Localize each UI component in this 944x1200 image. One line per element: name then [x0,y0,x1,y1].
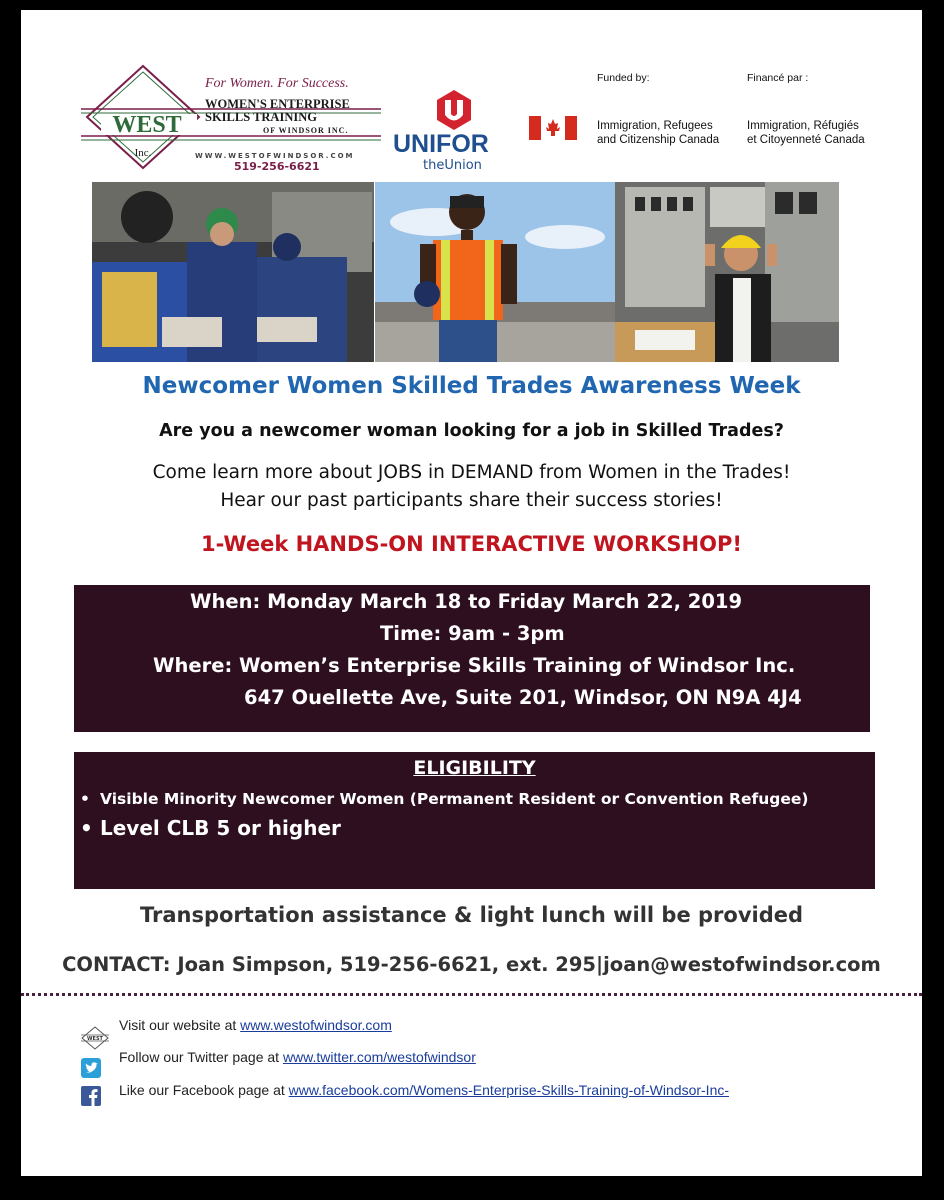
website-line [119,1017,392,1033]
funded-by-label: Funded by: [597,72,650,84]
unifor-name: UNIFOR [393,130,489,158]
eligibility-item-text: Visible Minority Newcomer Women (Permanent Resident or Convention Refugee) [100,790,809,808]
funder-en-line1: Immigration, Refugees [597,120,713,132]
finance-par-label: Financé par : [747,72,809,84]
twitter-link[interactable]: www.twitter.com/westofwindsor [282,1049,476,1065]
event-question: Are you a newcomer woman looking for a job in Skilled Trades? [159,421,784,441]
canada-flag-icon [529,116,577,140]
funder-en-line2: and Citizenship Canada [597,134,720,146]
org-name-line2: SKILLS TRAINING [205,110,317,124]
event-details-box [74,585,870,732]
eligibility-heading: ELIGIBILITY [413,757,536,779]
flyer-page [21,10,922,1176]
facebook-icon[interactable] [81,1086,101,1106]
bullet-icon: • [80,816,93,840]
facebook-link[interactable]: www.facebook.com/Womens-Enterprise-Skills-Training-of-Windsor-Inc- [288,1082,730,1098]
west-logo-text: WEST [112,112,182,138]
contact-line: CONTACT: Joan Simpson, 519-256-6621, ext. 295|joan@westofwindsor.com [62,953,881,976]
bullet-icon: • [80,790,90,808]
funder-fr-line2: et Citoyenneté Canada [747,134,865,146]
eligibility-item [80,816,341,840]
unifor-sub: theUnion [423,158,482,173]
website-link[interactable]: www.westofwindsor.com [240,1017,392,1033]
eligibility-item-text: Level CLB 5 or higher [100,816,341,840]
eligibility-item [80,790,808,808]
west-small-logo-icon [81,1026,109,1050]
svg-text:WEST: WEST [87,1036,103,1042]
transport-note: Transportation assistance & light lunch will be provided [139,903,804,927]
facebook-line [119,1082,729,1098]
funder-fr-line1: Immigration, Réfugiés [747,120,859,132]
event-title: Newcomer Women Skilled Trades Awareness Week [142,373,801,399]
org-phone: 519-256-6621 [234,160,320,173]
photo-welders [92,182,374,362]
event-when: When: Monday March 18 to Friday March 22, 2019 [190,590,743,613]
funder-english [597,119,747,147]
dotted-divider [21,993,922,996]
west-logo-inc: Inc. [134,147,152,159]
website-prefix: Visit our website at [119,1017,241,1033]
twitter-line [119,1049,476,1065]
org-name [205,98,375,137]
funder-french [747,119,907,147]
photo-worker-vest [375,182,615,362]
twitter-prefix: Follow our Twitter page at [119,1049,283,1065]
photo-electrician [615,182,839,362]
twitter-icon[interactable] [81,1058,101,1078]
event-description-2: Hear our past participants share their success stories! [220,490,723,511]
event-address: 647 Ouellette Ave, Suite 201, Windsor, ON N9A 4J4 [244,686,802,709]
org-name-line1: WOMEN'S ENTERPRISE [205,97,350,111]
event-description-1: Come learn more about JOBS in DEMAND from Women in the Trades! [152,462,791,483]
tagline: For Women. For Success. [205,76,349,91]
workshop-heading: 1-Week HANDS-ON INTERACTIVE WORKSHOP! [201,532,742,556]
org-name-line3: OF WINDSOR INC. [263,126,349,135]
facebook-prefix: Like our Facebook page at [119,1082,289,1098]
event-where: Where: Women’s Enterprise Skills Training of Windsor Inc. [153,654,796,677]
org-url: WWW.WESTOFWINDSOR.COM [195,152,355,160]
eligibility-box [74,752,875,889]
unifor-icon [433,88,475,132]
event-time: Time: 9am - 3pm [380,622,565,645]
